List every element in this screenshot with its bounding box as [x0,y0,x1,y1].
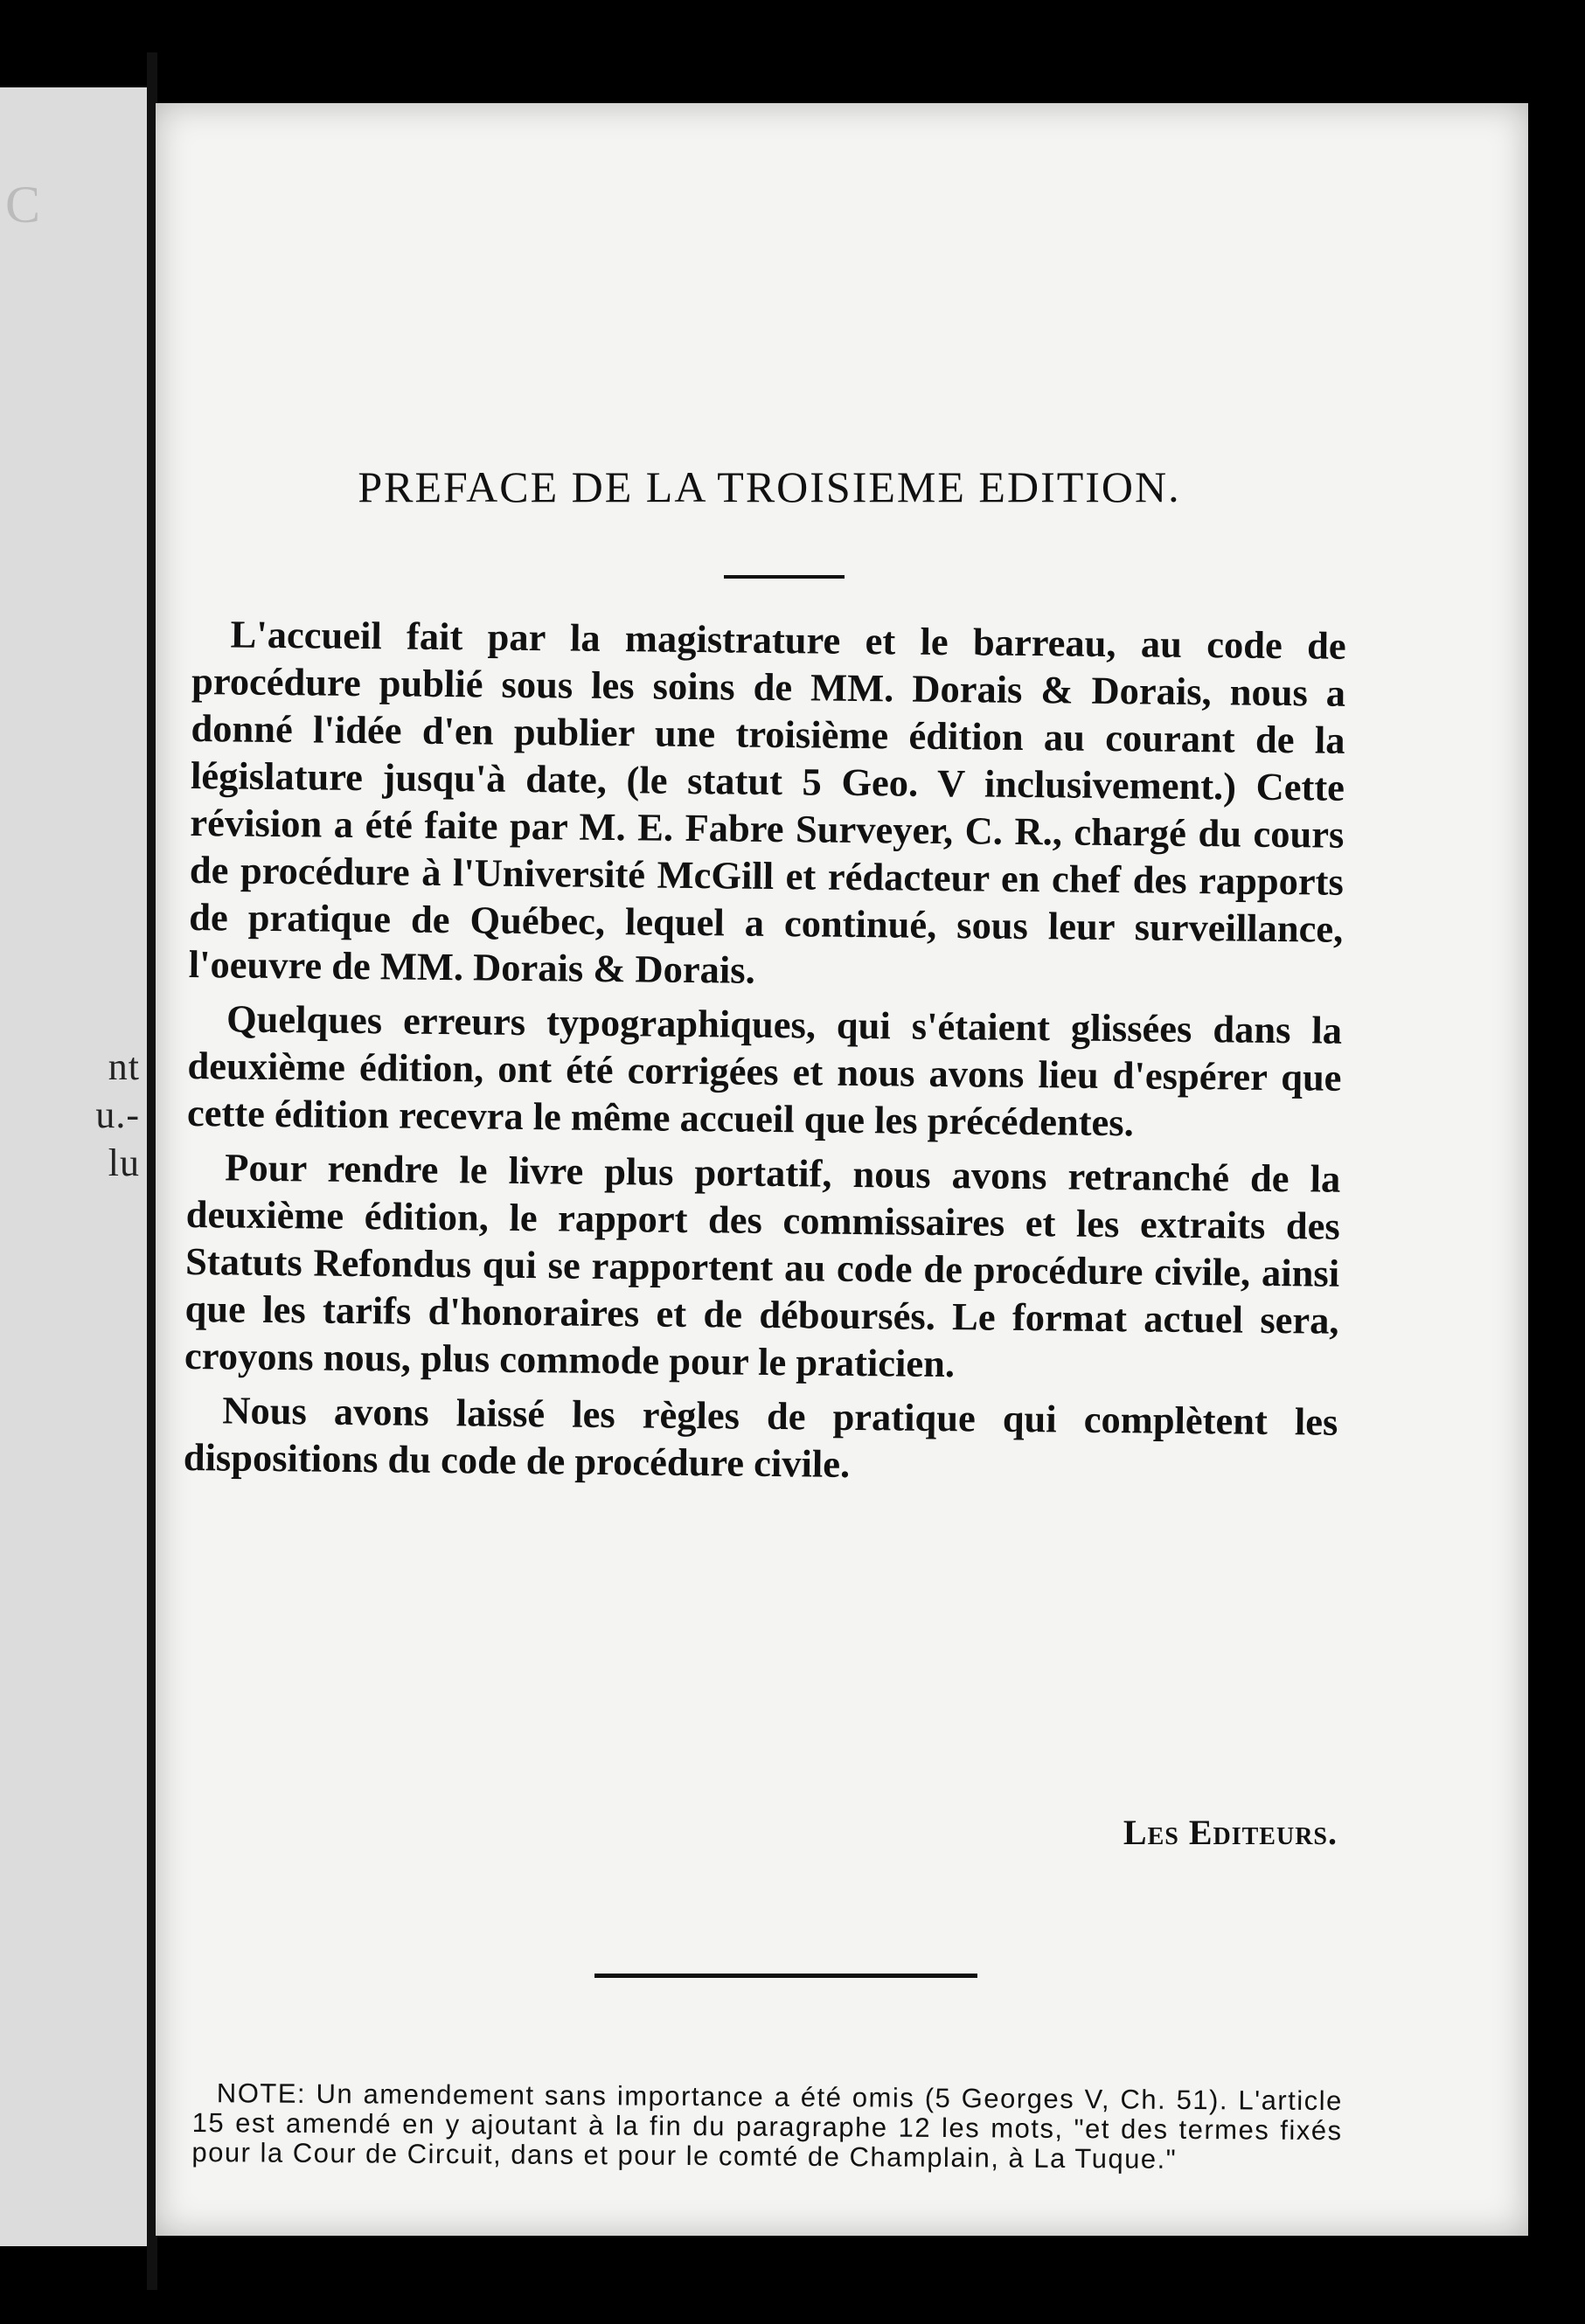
preface-body [183,610,1345,1500]
note-text: Un amendement sans importance a été omis (5 Georges V, Ch. 51). L'article 15 est amendé en y ajoutant à la fin du paragraphe 12 les mots, "et des termes fixés pour la Cour de Circuit, dans et pour le comté de Champlain, à La Tuque." [191,2078,1343,2175]
signature: Les Editeurs. [1123,1813,1338,1852]
footnote [191,2078,1343,2175]
paragraph: Quelques erreurs typographiques, qui s'étaient glissées dans la deuxième édition, ont été corrigées et nous avons lieu d'espérer que cette édition recevra le même accueil que les précédentes. [186,996,1343,1145]
paragraph: L'accueil fait par la magistrature et le barreau, au code de procédure publié sous les soins de MM. Dorais & Dorais, nous a donné l'idée d'en publier une troisième édition au courant de la législature jusqu'à date, (le statut 5 Geo. V inclusivement.) Cette révision a été faite par M. E. Fabre Surveyer, C. R., chargé du cours de procédure à l'Université McGill et rédacteur en chef des rapports de pratique de Québec, lequel a continué, sous leur surveillance, l'oeuvre de MM. Dorais & Dorais. [188,612,1346,992]
footer-rule [594,1974,977,1978]
left-page-sliver [0,87,147,2246]
left-page-fragment: u.- [95,1093,140,1136]
left-page-fragment: nt [108,1045,140,1088]
heading-rule [724,575,845,579]
paragraph: Nous avons laissé les règles de pratique qui complètent les dispositions du code de procédure civile. [183,1388,1338,1486]
bleed-through-mark: C [5,176,41,233]
note-label: NOTE: [216,2078,307,2109]
left-page-fragment: lu [108,1141,140,1184]
paragraph: Pour rendre le livre plus portatif, nous avons retranché de la deuxième édition, le rapport des commissaires et les extraits des Statuts Refondus qui se rapportent au code de procédure civile, ainsi que les tarifs d'honoraires et de déboursés. Le format actuel sera, croyons nous, plus commode pour le praticien. [184,1145,1341,1386]
preface-heading: PREFACE DE LA TROISIEME EDITION. [358,462,1181,511]
book-page [156,103,1528,2236]
